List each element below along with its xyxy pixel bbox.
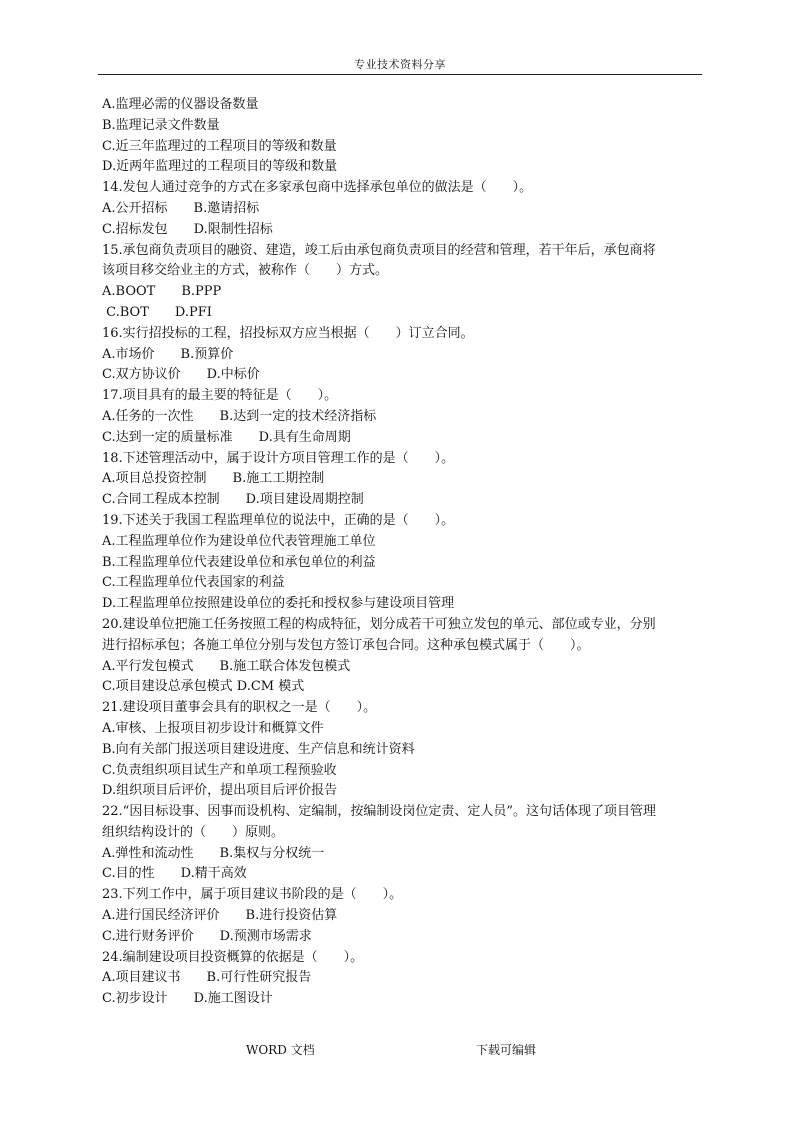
- footer-right-text: 下载可编辑: [476, 1043, 537, 1057]
- option-text: D.限制性招标: [193, 221, 273, 237]
- option-text: B.PPP: [181, 284, 222, 300]
- option-text: B.施工工期控制: [232, 471, 325, 487]
- text-line: C.近三年监理过的工程项目的等级和数量: [102, 138, 337, 154]
- option-text: C.进行财务评价: [102, 928, 194, 944]
- option-text: D.项目建设周期控制: [245, 492, 364, 508]
- text-line: 15.承包商负责项目的融资、建造，竣工后由承包商负责项目的经营和管理，若干年后，承包商将: [102, 242, 656, 258]
- option-text: C.合同工程成本控制: [102, 492, 220, 508]
- option-row: [102, 906, 702, 927]
- option-text: B.集权与分权统一: [219, 845, 325, 861]
- text-line: 17.项目具有的最主要的特征是（ ）。: [102, 388, 338, 404]
- option-row: [102, 428, 702, 449]
- header-divider: [98, 74, 702, 75]
- text-line: B.监理记录文件数量: [102, 117, 220, 133]
- option-text: C.招标发包: [102, 221, 168, 237]
- text-line: 进行招标承包；各施工单位分别与发包方签订承包合同。这种承包模式属于（ ）。: [102, 637, 590, 653]
- option-text: A.进行国民经济评价: [102, 908, 220, 924]
- footer-left-text: WORD 文档: [246, 1043, 315, 1057]
- text-line: D.组织项目后评价，提出项目后评价报告: [102, 783, 338, 799]
- option-text: C.目的性: [102, 866, 155, 882]
- option-text: D.预测市场需求: [219, 928, 312, 944]
- option-row: [102, 490, 702, 511]
- option-text: C.达到一定的质量标准: [102, 429, 233, 445]
- option-row: [102, 864, 702, 885]
- text-line: 18.下述管理活动中，属于设计方项目管理工作的是（ ）。: [102, 450, 455, 466]
- text-line: 14.发包人通过竞争的方式在多家承包商中选择承包单位的做法是（ ）。: [102, 180, 533, 196]
- option-text: A.BOOT: [102, 284, 156, 300]
- option-text: A.市场价: [102, 346, 155, 362]
- text-line: C.负责组织项目试生产和单项工程预验收: [102, 762, 337, 778]
- text-line: D.近两年监理过的工程项目的等级和数量: [102, 159, 338, 175]
- text-line: 22.“因目标设事、因事而设机构、定编制，按编制设岗位定责、定人员”。这句话体现了项目管理: [102, 804, 656, 820]
- option-text: B.施工联合体发包模式: [219, 658, 351, 674]
- text-line: A.工程监理单位作为建设单位代表管理施工单位: [102, 533, 376, 549]
- option-row: [102, 199, 702, 220]
- text-line: 20.建设单位把施工任务按照工程的构成特征，划分成若干可独立发包的单元、部位或专业，分别: [102, 616, 656, 632]
- text-line: C.BOT D.PFI: [102, 304, 212, 320]
- option-row: [102, 407, 702, 428]
- option-text: B.进行投资估算: [245, 908, 338, 924]
- text-line: A.审核、上报项目初步设计和概算文件: [102, 720, 324, 736]
- option-text: A.弹性和流动性: [102, 845, 194, 861]
- option-text: A.项目建议书: [102, 970, 181, 986]
- document-body: [102, 95, 702, 1010]
- option-text: D.施工图设计: [193, 991, 273, 1007]
- option-row: [102, 469, 702, 490]
- option-text: D.精干高效: [180, 866, 247, 882]
- text-line: B.向有关部门报送项目建设进度、生产信息和统计资料: [102, 741, 415, 757]
- text-line: D.工程监理单位按照建设单位的委托和授权参与建设项目管理: [102, 596, 455, 612]
- text-line: C.项目建设总承包模式 D.CM 模式: [102, 679, 305, 695]
- text-line: A.监理必需的仪器设备数量: [102, 97, 259, 112]
- option-row: [102, 345, 702, 366]
- text-line: 组织结构设计的（ ）原则。: [102, 824, 285, 840]
- option-text: A.公开招标: [102, 200, 168, 216]
- option-text: B.邀请招标: [193, 200, 260, 216]
- option-text: A.任务的一次性: [102, 408, 194, 424]
- option-text: B.预算价: [180, 346, 234, 362]
- text-line: 24.编制建设项目投资概算的依据是（ ）。: [102, 949, 364, 965]
- text-line: 16.实行招投标的工程，招投标双方应当根据（ ）订立合同。: [102, 325, 474, 341]
- option-row: [102, 968, 702, 989]
- option-row: [102, 282, 702, 303]
- option-text: A.项目总投资控制: [102, 471, 207, 487]
- text-line: B.工程监理单位代表建设单位和承包单位的利益: [102, 554, 376, 570]
- option-text: D.具有生命周期: [258, 429, 351, 445]
- option-row: [102, 365, 702, 386]
- option-text: D.中标价: [206, 367, 260, 383]
- option-row: [102, 844, 702, 865]
- option-text: B.可行性研究报告: [206, 970, 312, 986]
- option-row: [102, 927, 702, 948]
- option-text: C.双方协议价: [102, 367, 181, 383]
- option-text: B.达到一定的技术经济指标: [219, 408, 377, 424]
- option-text: A.平行发包模式: [102, 658, 194, 674]
- text-line: 21.建设项目董事会具有的职权之一是（ ）。: [102, 700, 377, 716]
- text-line: 23.下列工作中，属于项目建议书阶段的是（ ）。: [102, 887, 403, 903]
- text-line: 该项目移交给业主的方式，被称作（ ）方式。: [102, 263, 389, 279]
- option-row: [102, 657, 702, 678]
- page-header-title: 专业技术资料分享: [354, 58, 446, 71]
- option-row: [102, 989, 702, 1010]
- text-line: 19.下述关于我国工程监理单位的说法中，正确的是（ ）。: [102, 512, 455, 528]
- text-line: C.工程监理单位代表国家的利益: [102, 575, 285, 591]
- option-text: C.初步设计: [102, 991, 168, 1007]
- option-row: [102, 220, 702, 241]
